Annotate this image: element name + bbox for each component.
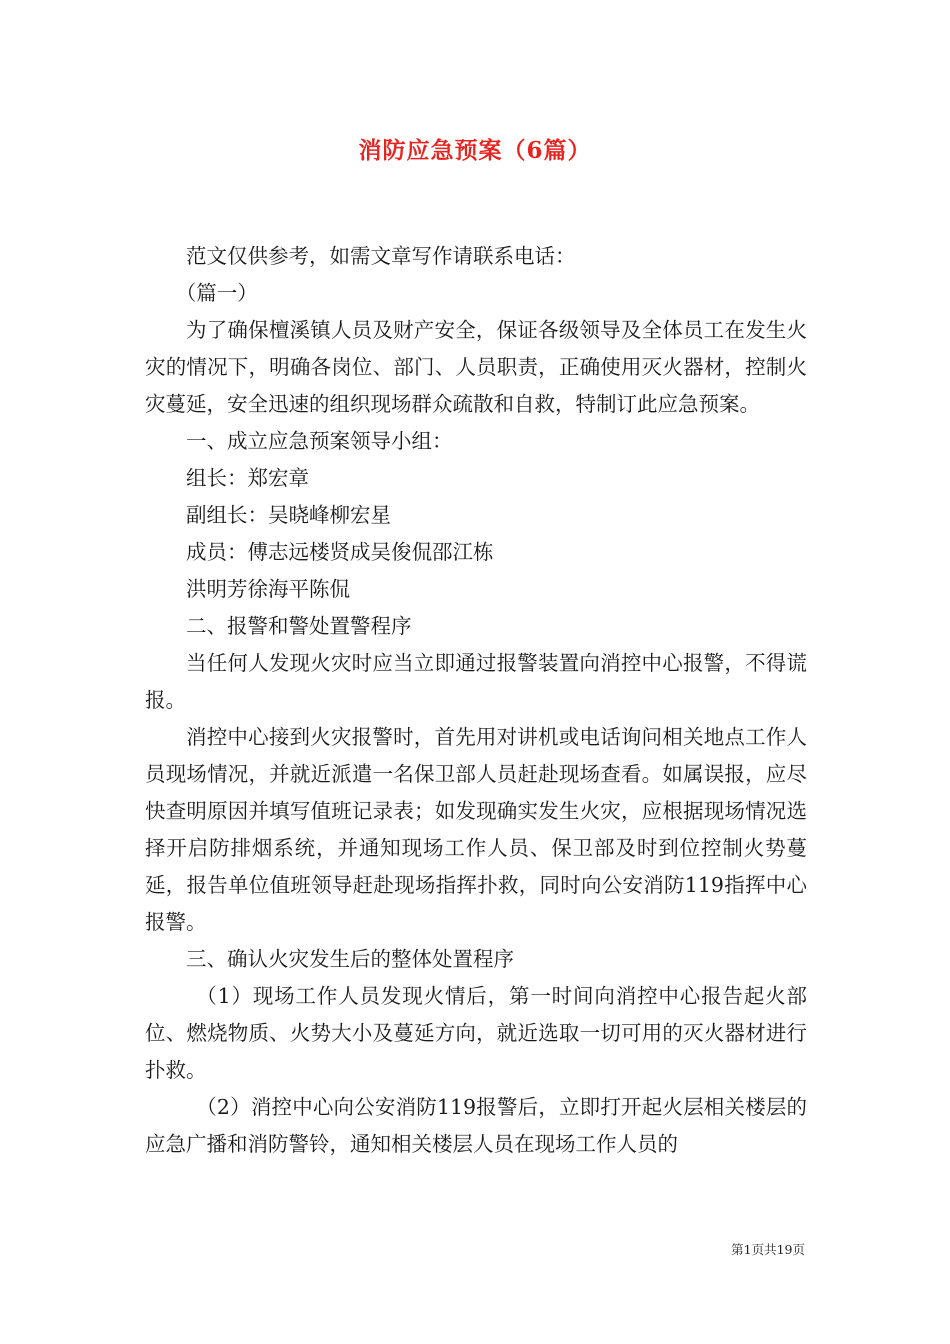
paragraph-intro: 为了确保檀溪镇人员及财产安全，保证各级领导及全体员工在发生火灾的情况下，明确各岗位、部门、人员职责，正确使用灭火器材，控制火灾蔓延，安全迅速的组织现场群众疏散和自救，特制订此应急预案。	[145, 318, 807, 416]
paragraph-control-center: 消控中心接到火灾报警时，首先用对讲机或电话询问相关地点工作人员现场情况，并就近派遣一名保卫部人员赶赴现场查看。如属误报，应尽快查明原因并填写值班记录表；如发现确实发生火灾，应根据现场情况选择开启防排烟系统，并通知现场工作人员、保卫部及时到位控制火势蔓延，报告单位值班领导赶赴现场指挥扑救，同时向公安消防119指挥中心报警。	[145, 725, 807, 934]
document-body	[145, 238, 807, 1163]
paragraph-section-label: （篇一）	[175, 281, 258, 305]
paragraph-members-cont: 洪明芳徐海平陈侃	[186, 577, 350, 601]
paragraph-members: 成员：傅志远楼贤成吴俊侃邵江栋	[186, 540, 494, 564]
paragraph-heading-3: 三、确认火灾发生后的整体处置程序	[186, 947, 514, 971]
paragraph-heading-1: 一、成立应急预案领导小组：	[186, 429, 453, 453]
paragraph-heading-2: 二、报警和警处置警程序	[186, 614, 412, 638]
paragraph-deputy: 副组长：吴晓峰柳宏星	[186, 503, 391, 527]
document-title: 消防应急预案（6篇）	[358, 137, 592, 164]
paragraph-note: 范文仅供参考，如需文章写作请联系电话：	[186, 244, 576, 268]
page-number: 第1页共19页	[731, 1242, 805, 1257]
paragraph-alarm: 当任何人发现火灾时应当立即通过报警装置向消控中心报警，不得谎报。	[145, 651, 807, 712]
paragraph-step-1: （1）现场工作人员发现火情后，第一时间向消控中心报告起火部位、燃烧物质、火势大小及蔓延方向，就近选取一切可用的灭火器材进行扑救。	[145, 984, 807, 1082]
paragraph-step-2: （2）消控中心向公安消防119报警后，立即打开起火层相关楼层的应急广播和消防警铃，通知相关楼层人员在现场工作人员的	[145, 1095, 807, 1156]
paragraph-leader: 组长：郑宏章	[186, 466, 309, 490]
